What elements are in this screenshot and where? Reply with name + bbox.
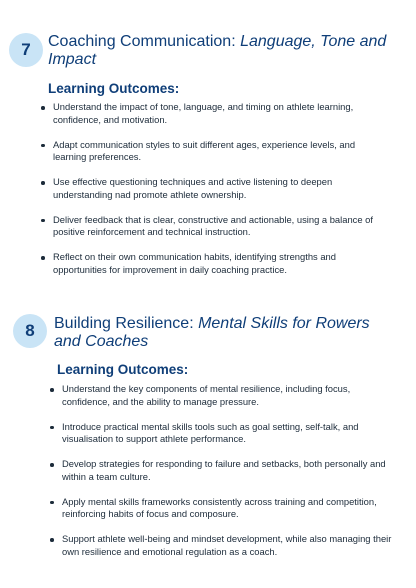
learning-outcome-item: Use effective questioning techniques and active listening to deepen understanding nad promote athlete ownership. [41, 176, 381, 201]
module-title [48, 33, 388, 69]
module-number-badge: 8 [13, 314, 47, 348]
module-title [54, 315, 399, 351]
learning-outcome-item: Support athlete well-being and mindset development, while also managing their own resilience and emotional regulation as a coach. [50, 533, 395, 558]
module-title-main: Coaching Communication: [48, 33, 241, 50]
learning-outcome-item: Deliver feedback that is clear, constructive and actionable, using a balance of positive reinforcement and technical instruction. [41, 214, 381, 239]
learning-outcomes-heading: Learning Outcomes: [48, 81, 180, 96]
learning-outcome-item: Adapt communication styles to suit different ages, experience levels, and learning preferences. [41, 139, 381, 164]
learning-outcomes-list [50, 383, 395, 571]
module-title-italic: Language, Tone and Impact [48, 33, 387, 68]
learning-outcome-item: Introduce practical mental skills tools such as goal setting, self-talk, and visualisation to support athlete performance. [50, 421, 395, 446]
learning-outcome-item: Apply mental skills frameworks consistently across training and competition, reinforcing habits of focus and composure. [50, 496, 395, 521]
learning-outcomes-list [41, 101, 381, 289]
learning-outcome-item: Develop strategies for responding to failure and setbacks, both personally and within a team culture. [50, 458, 395, 483]
module-number-badge: 7 [9, 33, 43, 67]
module-title-main: Building Resilience: [54, 315, 199, 332]
learning-outcomes-heading: Learning Outcomes: [57, 362, 189, 377]
module-title-italic: Mental Skills for Rowers and Coaches [54, 315, 370, 350]
learning-outcome-item: Understand the key components of mental resilience, including focus, confidence, and the ability to manage pressure. [50, 383, 395, 408]
learning-outcome-item: Reflect on their own communication habits, identifying strengths and opportunities for improvement in daily coaching practice. [41, 251, 381, 276]
learning-outcome-item: Understand the impact of tone, language, and timing on athlete learning, confidence, and motivation. [41, 101, 381, 126]
